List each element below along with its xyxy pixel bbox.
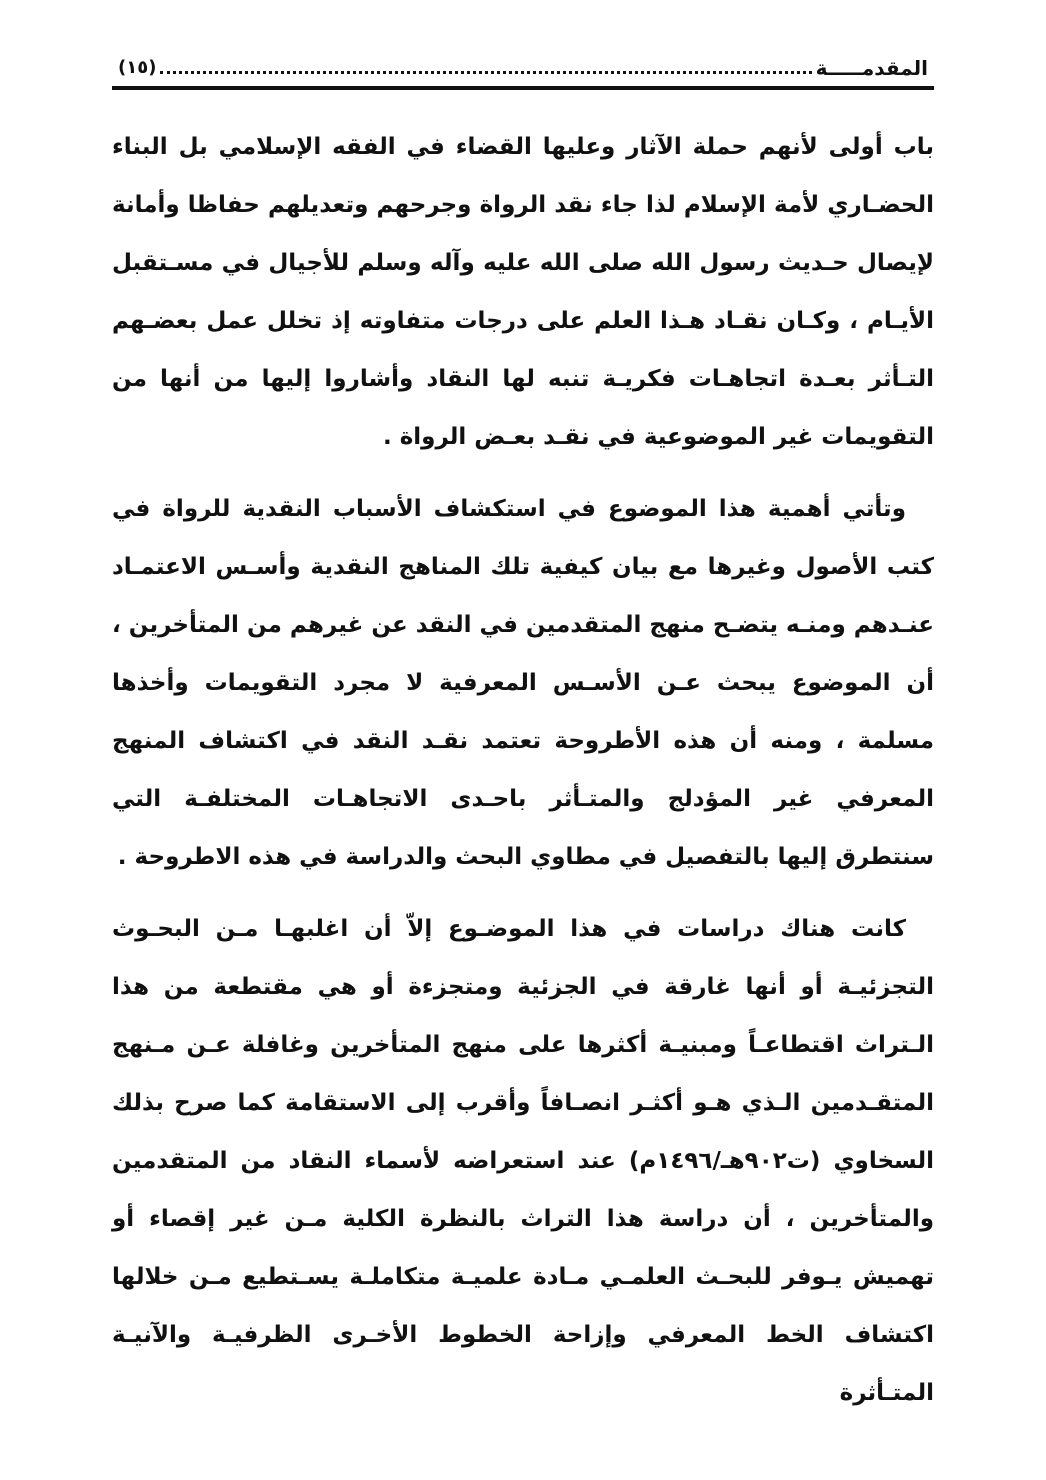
- page-number: (١٥): [118, 57, 157, 78]
- paragraph-2: وتأتي أهمية هذا الموضوع في استكشاف الأسباب النقدية للرواة في كتب الأصول وغيرها مع بيان كيفية تلك المناهج النقدية وأسـس الاعتمـاد عنـدهم ومنـه يتضـح منهج المتقدمين في النقد عن غيرهم من المتأخرين ، أن الموضوع يبحث عـن الأسـس المعرفية لا مجرد التقويمات وأخذها مسلمة ، ومنه أن هذه الأطروحة تعتمد نقـد النقد في اكتشاف المنهج المعرفي غير المؤدلج والمتـأثر باحـدى الاتجاهـات المختلفـة التي سنتطرق إليها بالتفصيل في مطاوي البحث والدراسة في هذه الاطروحة .: [112, 496, 934, 870]
- running-head: [118, 40, 928, 80]
- paragraph-3: كانت هناك دراسات في هذا الموضـوع إلاّ أن اغلبهـا مـن البحـوث التجزئيـة أو أنها غارقة في الجزئية ومتجزءة أو هي مقتطعة من هذا الـتراث اقتطاعـاً ومبنيـة أكثرها على منهج المتأخرين وغافلة عـن مـنهج المتقـدمين الـذي هـو أكثـر انصـافاً وأقرب إلى الاستقامة كما صرح بذلك السخاوي (ت٩٠٢هـ/١٤٩٦م) عند استعراضه لأسماء النقاد من المتقدمين والمتأخرين ، أن دراسة هذا التراث بالنظرة الكلية مـن غير إقصاء أو تهميش يـوفر للبحـث العلمـي مـادة علميـة متكاملـة يسـتطيع مـن خلالها اكتشاف الخط المعرفي وإزاحة الخطوط الأخـرى الظرفيـة والآنيـة المتـأثرة: [112, 916, 934, 1406]
- paragraph-1: باب أولى لأنهم حملة الآثار وعليها القضاء في الفقه الإسلامي بل البناء الحضـاري لأمة الإسلام لذا جاء نقد الرواة وجرحهم وتعديلهم حفاظا وأمانة لإيصال حـديث رسول الله صلى الله عليه وآله وسلم للأجيال في مسـتقبل الأيـام ، وكـان نقـاد هـذا العلم على درجات متفاوته إذ تخلل عمل بعضـهم التـأثر بعـدة اتجاهـات فكريـة تنبه لها النقاد وأشاروا إليها من أنها من التقويمات غير الموضوعية في نقـد بعـض الرواة .: [112, 134, 934, 450]
- section-title: المقدمـــــة: [815, 56, 928, 80]
- leader-dots: [160, 71, 811, 74]
- header-rule: [112, 86, 934, 90]
- body-text: [112, 118, 934, 1422]
